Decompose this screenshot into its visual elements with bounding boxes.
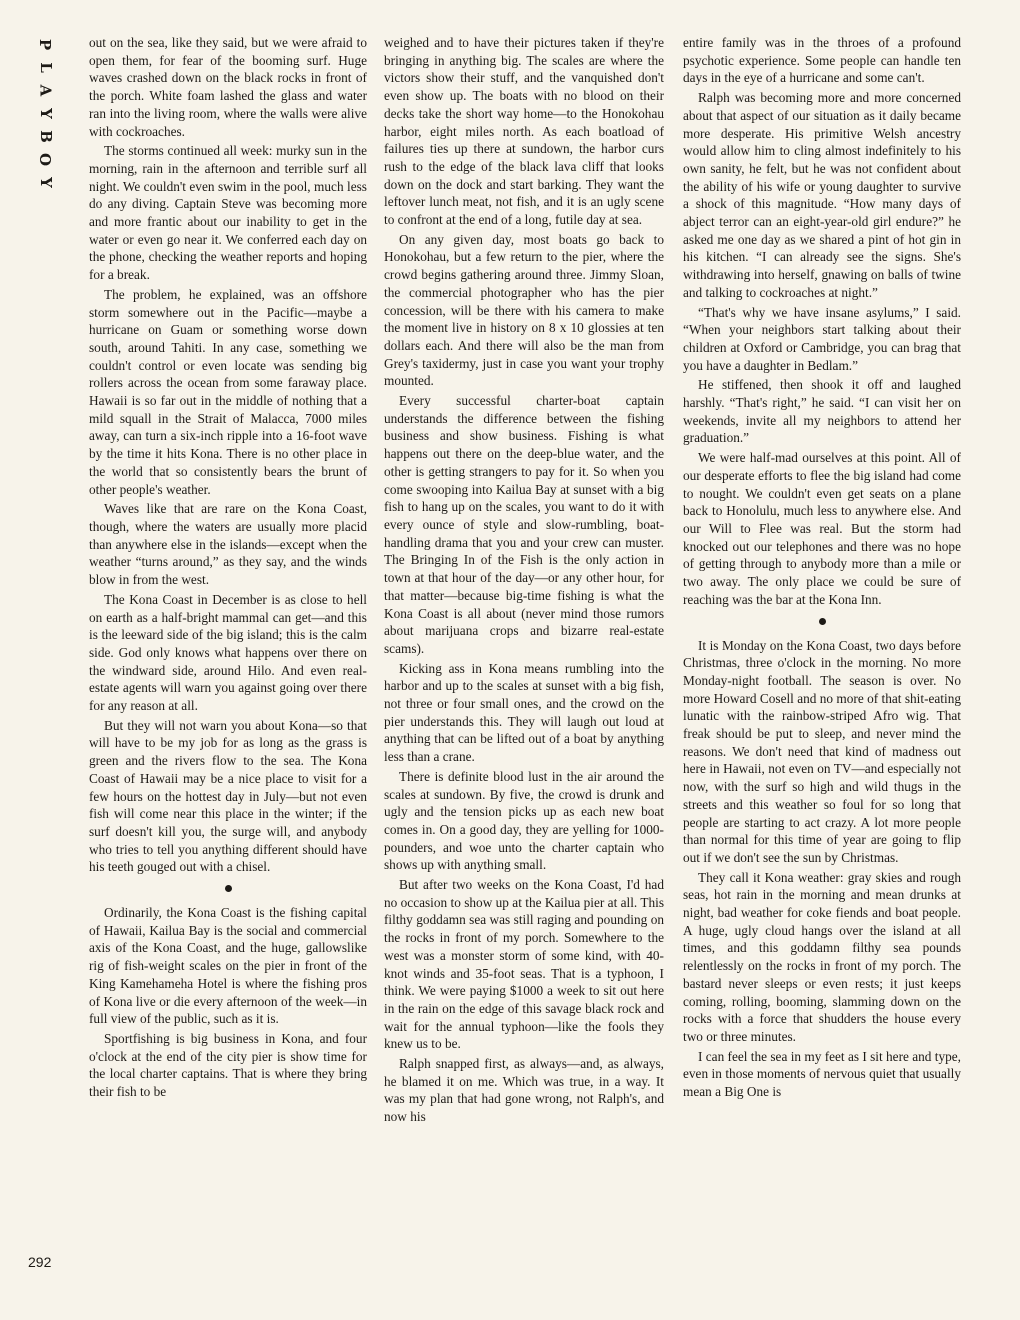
paragraph: But they will not warn you about Kona—so that will have to be my job for as long as the grass is green and the rivers flow to the sea. The Kona Coast of Hawaii may be a nice place to visit for a few hours on the hottest day in July—but not even fish will come near this place in the winter; if the surf doesn't kill you, the surge will, and anybody who tries to tell you anything different should have his teeth gouged out with a chisel. xyxy=(89,717,367,875)
paragraph: “That's why we have insane asylums,” I said. “When your neighbors start talking about their children at Oxford or Cambridge, you can brag that you have a daughter in Bedlam.” xyxy=(683,304,961,373)
section-break-bullet xyxy=(89,882,367,894)
paragraph: It is Monday on the Kona Coast, two days before Christmas, three o'clock in the morning. No more Monday-night football. The season is over. No more Howard Cosell and no more of that shit-eating lunatic with the rainbow-striped Afro wig. That freak should be put to sleep, and never mind the reasons. We don't need that kind of madness out here in Hawaii, not even on TV—and especially not now, with the surf so high and wild thugs in the streets and this weather so foul for so long that people are starting to act crazy. A lot more people than normal for this time of year are going to flip out if we don't see the sun by Christmas. xyxy=(683,637,961,865)
running-head xyxy=(30,36,60,191)
paragraph: Ordinarily, the Kona Coast is the fishing capital of Hawaii, Kailua Bay is the social and commercial axis of the Kona Coast, and the huge, gallowslike rig of fish-weight scales on the pier in front of the King Kamehameha Hotel is where the fishing pros of Kona live or die every afternoon of the week—in full view of the public, such as it is. xyxy=(89,905,367,1027)
running-head-letter: A xyxy=(36,84,55,97)
paragraph: I can feel the sea in my feet as I sit here and type, even in those moments of nervous quiet that usually mean a Big One is xyxy=(683,1048,961,1100)
running-head-letter: Y xyxy=(36,108,55,119)
paragraph: weighed and to have their pictures taken if they're bringing in anything big. The scales are where the victors show their stuff, and the vanquished don't even show up. The boats with no blood on their decks take the short way home—to the Honokohau harbor, eight miles north. As each boatload of failures ties up there at sundown, the harbor curs rush to the edge of the black lava cliff that looks down on the dock and start barking. They want the leftover lunch meat, not fish, and it is an ugly scene to confront at the end of a long, futile day at sea. xyxy=(384,35,664,228)
text-column-2 xyxy=(384,34,664,1296)
paragraph: Ralph was becoming more and more concerned about that aspect of our situation as it daily became more desperate. His primitive Welsh ancestry would allow him to cling almost indefinitely to his own sanity, he felt, but he was not confident about the ability of his wife or young daughter to survive a shock of this magnitude. “How many days of abject terror can an eight-year-old girl endure?” he asked me one day as we shared a pint of hot gin in his kitchen. “I can already see the signs. She's withdrawing into herself, gnawing on balls of twine and talking to cockroaches at night.” xyxy=(683,90,961,300)
running-head-letter: L xyxy=(36,62,55,73)
running-head-letter: P xyxy=(36,38,55,51)
running-head-letter: B xyxy=(36,130,55,143)
running-head-letter: O xyxy=(36,152,55,167)
paragraph: They call it Kona weather: gray skies and rough seas, hot rain in the morning and mean drunks at night, bad weather for coke fiends and boat people. A huge, ugly cloud hangs over the island at all times, and this goddamn filthy sea pounds relentlessly on the rocks in front of my porch. The bastard never sleeps or even rests; it just keeps coming, rolling, booming, slamming down on the rocks with a force that shudders the house every two or three minutes. xyxy=(683,869,961,1044)
bullet-dot-icon xyxy=(819,618,826,625)
paragraph: On any given day, most boats go back to Honokohau, but a few return to the pier, where the crowd begins gathering around three. Jimmy Sloan, the commercial photographer who has the pier concession, will be there with his camera to make the moment live in history on 8 x 10 glossies at ten dollars each. And there will also be the man from Grey's taxidermy, just in case you want your trophy mounted. xyxy=(384,231,664,389)
paragraph: He stiffened, then shook it off and laughed harshly. “That's right,” he said. “I can visit her on weekends, invite all my neighbors to attend her graduation.” xyxy=(683,377,961,446)
paragraph: The Kona Coast in December is as close to hell on earth as a half-bright mammal can get—and this is the leeward side of the big island; this is the calm side. God only knows what happens over there on the windward side, around Hilo. And even real-estate agents will warn you against going over there for any reason at all. xyxy=(89,591,367,714)
paragraph: The problem, he explained, was an offshore storm somewhere out in the Pacific—maybe a hurricane on Guam or something worse down south, around Tahiti. In any case, something we couldn't control or even locate was sending big rollers across the ocean from some faraway place. Hawaii is so far out in the middle of nothing that a mild squall in the Strait of Malacca, 7000 miles away, can turn a six-inch ripple into a 16-foot wave by the time it hits Kona. There is no other place in the world that so consistently bears the brunt of other people's weather. xyxy=(89,286,367,497)
page-number: 292 xyxy=(28,1254,52,1270)
paragraph: There is definite blood lust in the air around the scales at sundown. By five, the crowd is drunk and ugly and the tension picks up as each new boat comes in. On a good day, they are yelling for 1000-pounders, and woe unto the charter captain who shows up with anything small. xyxy=(384,768,664,873)
section-break-bullet xyxy=(683,615,961,627)
paragraph: entire family was in the throes of a profound psychotic experience. Some people can handle ten days in the eye of a hurricane and some can't. xyxy=(683,35,961,86)
text-column-1 xyxy=(89,34,367,1296)
paragraph: Sportfishing is big business in Kona, and four o'clock at the end of the city pier is show time for the local charter captains. That is where they bring their fish to be xyxy=(89,1030,367,1100)
running-head-letter: Y xyxy=(36,177,55,188)
paragraph: out on the sea, like they said, but we were afraid to open them, for fear of the booming surf. Huge waves crashed down on the black rocks in front of the porch. White foam lashed the glass and water ran into the living room, where the walls were alive with cockroaches. xyxy=(89,35,367,139)
paragraph: We were half-mad ourselves at this point. All of our desperate efforts to flee the big island had come to nought. We couldn't even get seats on a plane back to Honolulu, much less to anywhere else. And our Will to Flee was real. But the storm had knocked out our telephones and there was no hope of getting through to anybody more than a mile or two away. The only place we could be sure of reaching was the bar at the Kona Inn. xyxy=(683,450,961,607)
text-column-3 xyxy=(683,34,961,1296)
paragraph: But after two weeks on the Kona Coast, I'd had no occasion to show up at the Kailua pier at all. This filthy goddamn sea was still raging and pounding on the rocks in front of my porch. Somewhere to the west was a monster storm of some kind, with 40-knot winds and 35-foot seas. That is a typhoon, I think. We were paying $1000 a week to sit out here in the rain on the edge of this savage black rock and wait for the annual typhoon—like the fools they knew us to be. xyxy=(384,877,664,1052)
bullet-dot-icon xyxy=(225,885,232,892)
paragraph: Kicking ass in Kona means rumbling into the harbor and up to the scales at sunset with a big fish, not three or four small ones, and the crowd on the pier understands this. They will laugh out loud at anything that can be lifted out of a boat by anything less than a crane. xyxy=(384,660,664,765)
paragraph: Waves like that are rare on the Kona Coast, though, where the waters are usually more placid than anywhere else in the islands—except when the weather “turns around,” as they say, and the winds blow in from the west. xyxy=(89,501,367,588)
paragraph: Every successful charter-boat captain understands the difference between the fishing business and show business. Fishing is what happens out there on the deep-blue water, and the other is getting strangers to pay for it. So when you come swooping into Kailua Bay at sunset with a big fish to hang up on the scales, you want to do it with every ounce of style and slow-rumbling, boat-handling drama that you and your crew can muster. The Bringing In of the Fish is the only action in town at that hour of the day—or any other hour, for that matter—because big-time fishing is what the Kona Coast is all about (never mind those rumors about marijuana crops and bizarre real-estate scams). xyxy=(384,393,664,656)
paragraph: Ralph snapped first, as always—and, as always, he blamed it on me. Which was true, in a way. It was my plan that had gone wrong, not Ralph's, and now his xyxy=(384,1056,664,1125)
paragraph: The storms continued all week: murky sun in the morning, rain in the afternoon and terrible surf all night. We couldn't even swim in the pool, much less do any diving. Captain Steve was becoming more and more frantic about our inability to get in the water or even go near it. We conferred each day on the phone, checking the weather reports and hoping for a break. xyxy=(89,143,367,283)
